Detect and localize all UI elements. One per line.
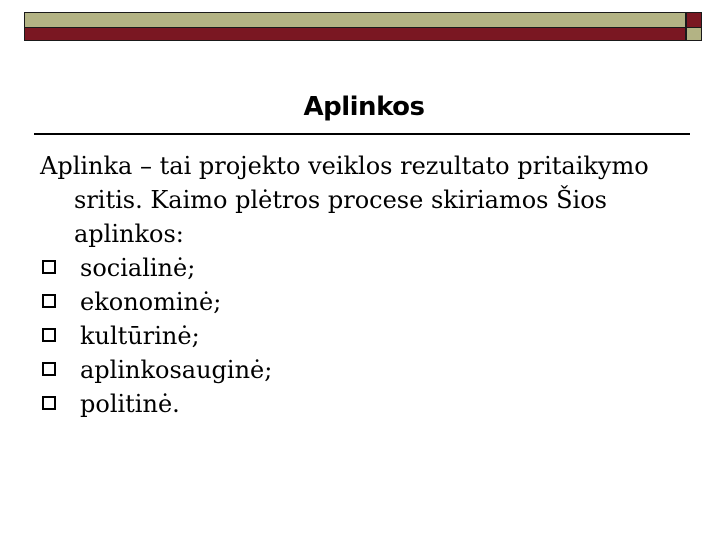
list-item xyxy=(40,319,700,353)
header-corner-square-maroon xyxy=(686,12,702,28)
list-item-label: ekonominė; xyxy=(80,288,222,316)
hollow-square-bullet-icon xyxy=(42,294,56,308)
header-bar-olive xyxy=(24,12,686,28)
list-item-label: socialinė; xyxy=(80,254,196,282)
list-item xyxy=(40,251,700,285)
hollow-square-bullet-icon xyxy=(42,396,56,410)
hollow-square-bullet-icon xyxy=(42,328,56,342)
list-item-label: aplinkosauginė; xyxy=(80,356,273,384)
list-item xyxy=(40,285,700,319)
hollow-square-bullet-icon xyxy=(42,260,56,274)
header-corner-square-olive xyxy=(686,28,702,41)
header-bar-maroon xyxy=(24,28,686,41)
list-item-label: kultūrinė; xyxy=(80,322,200,350)
list-item xyxy=(40,353,700,387)
list-item xyxy=(40,387,700,421)
intro-paragraph: Aplinka – tai projekto veiklos rezultato pritaikymo sritis. Kaimo plėtros procese skiriamos Šios aplinkos: xyxy=(40,152,649,248)
slide-title: Aplinkos xyxy=(303,92,425,122)
slide-body xyxy=(40,149,700,421)
list-item-label: politinė. xyxy=(80,390,180,418)
bullet-list xyxy=(40,251,700,421)
title-divider xyxy=(34,133,690,135)
hollow-square-bullet-icon xyxy=(42,362,56,376)
